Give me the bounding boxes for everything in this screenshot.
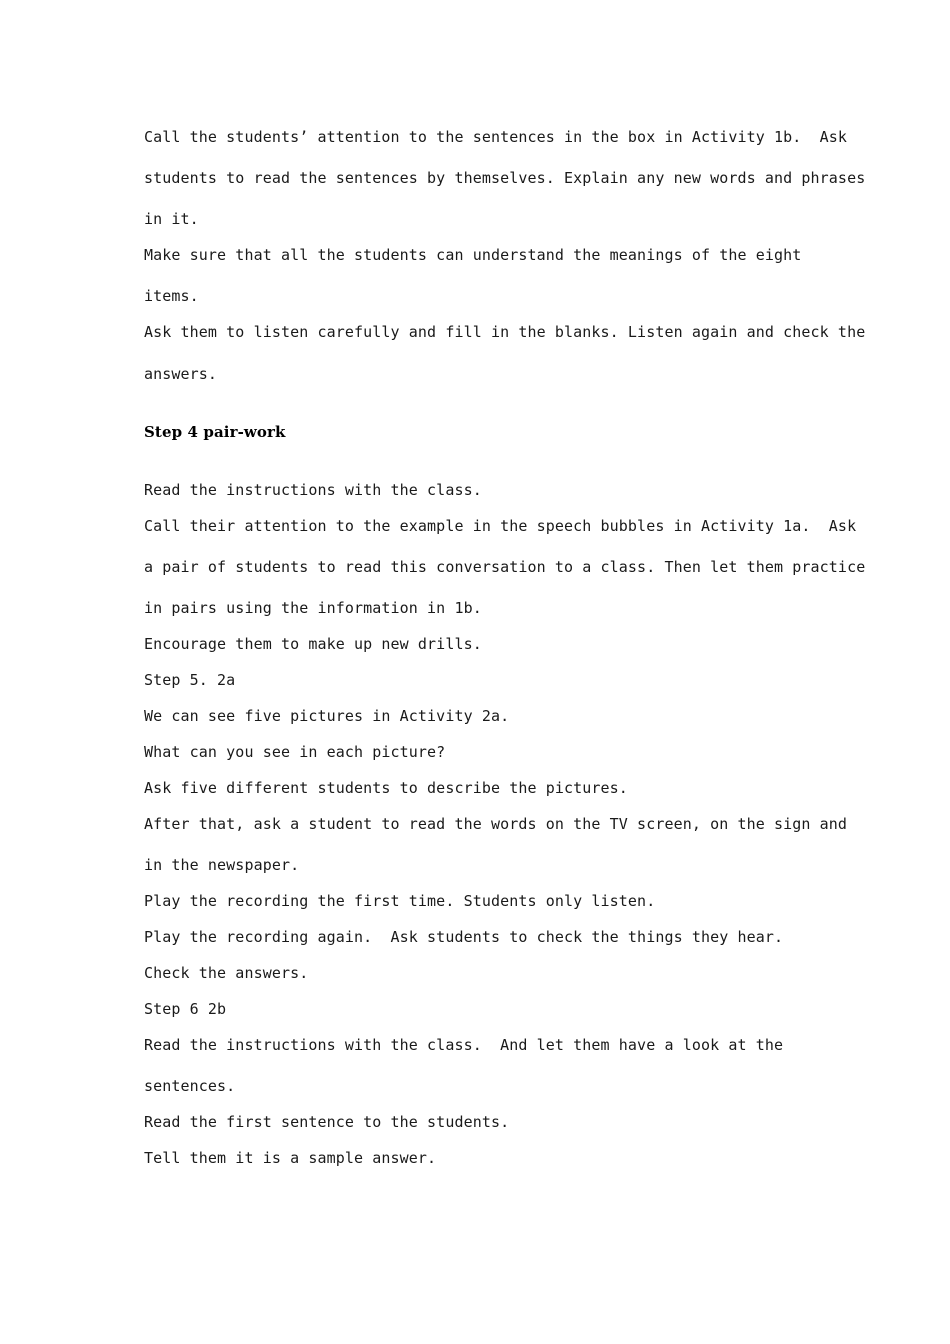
paragraph-line: Encourage them to make up new drills.	[144, 635, 482, 653]
paragraph-line: items.	[144, 287, 199, 305]
paragraph-line: Tell them it is a sample answer.	[144, 1149, 437, 1167]
step-label-5: Step 5. 2a	[144, 671, 236, 689]
paragraph-line: Read the instructions with the class. And let them have a look at the	[144, 1036, 784, 1054]
paragraph-line: Play the recording the first time. Students only listen.	[144, 892, 656, 910]
paragraph-line: What can you see in each picture?	[144, 743, 446, 761]
paragraph-line: Ask them to listen carefully and fill in the blanks. Listen again and check the	[144, 323, 866, 341]
step-label-6: Step 6 2b	[144, 1000, 227, 1018]
paragraph-line: in the newspaper.	[144, 856, 300, 874]
paragraph-line: Read the instructions with the class.	[144, 481, 482, 499]
paragraph-line: Call the students’ attention to the sentences in the box in Activity 1b. Ask	[144, 128, 848, 146]
paragraph-line: Make sure that all the students can understand the meanings of the eight	[144, 246, 802, 264]
paragraph-line: We can see five pictures in Activity 2a.	[144, 707, 510, 725]
paragraph-line: answers.	[144, 365, 218, 383]
paragraph-line: Call their attention to the example in the speech bubbles in Activity 1a. Ask	[144, 517, 857, 535]
section-heading-step-4: Step 4 pair-work	[144, 423, 286, 441]
paragraph-line: sentences.	[144, 1077, 236, 1095]
paragraph-line: After that, ask a student to read the words on the TV screen, on the sign and	[144, 815, 848, 833]
paragraph-line: Play the recording again. Ask students to check the things they hear.	[144, 928, 784, 946]
paragraph-line: Ask five different students to describe the pictures.	[144, 779, 628, 797]
paragraph-line: in pairs using the information in 1b.	[144, 599, 482, 617]
paragraph-line: students to read the sentences by themselves. Explain any new words and phrases	[144, 169, 866, 187]
paragraph-line: a pair of students to read this conversation to a class. Then let them practice	[144, 558, 866, 576]
paragraph-line: Read the first sentence to the students.	[144, 1113, 510, 1131]
paragraph-line: Check the answers.	[144, 964, 309, 982]
paragraph-line: in it.	[144, 210, 199, 228]
